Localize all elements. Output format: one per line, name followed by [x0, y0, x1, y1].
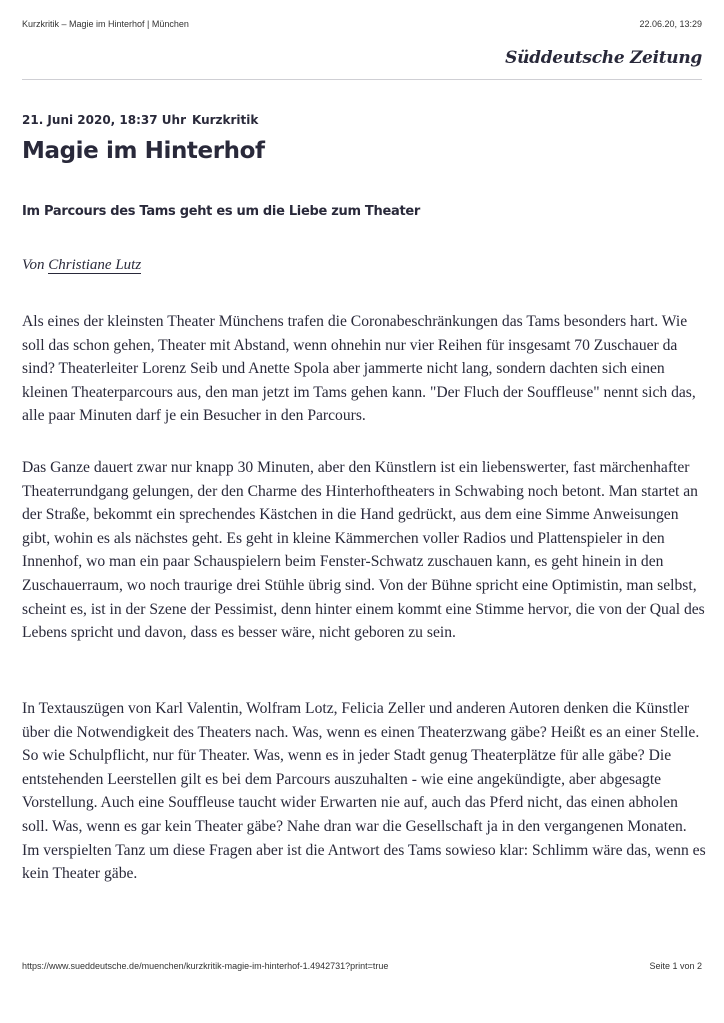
print-header	[22, 19, 702, 33]
article-date: 21. Juni 2020, 18:37 Uhr	[22, 113, 186, 127]
byline-prefix: Von	[22, 257, 45, 273]
article-paragraph: Als eines der kleinsten Theater Münchens trafen die Coronabeschränkungen das Tams besonders hart. Wie soll das schon gehen, Theater mit Abstand, wenn ohnehin nur vier Reihen für insgesamt 70 Zuschauer da sind? Theaterleiter Lorenz Seib und Anette Spola aber jammerte nicht lang, sondern dachten sich einen kleinen Theaterparcours aus, den man jetzt im Tams gehen kann. "Der Fluch der Souffleuse" nennt sich das, alle paar Minuten darf je ein Besucher in den Parcours.	[22, 313, 696, 425]
print-page-title: Kurzkritik – Magie im Hinterhof | München	[22, 19, 189, 29]
print-footer	[22, 961, 702, 975]
sz-logo: Süddeutsche Zeitung	[505, 48, 702, 68]
author-link[interactable]: Christiane Lutz	[48, 257, 142, 273]
article-paragraph: Das Ganze dauert zwar nur knapp 30 Minuten, aber den Künstlern ist ein liebenswerter, fast märchenhafter Theaterrundgang gelungen, der den Charme des Hinterhoftheaters in Schwabing noch betont. Man startet an der Straße, bekommt ein sprechendes Kästchen in die Hand gedrückt, aus dem eine Simme Anweisungen gibt, wohin es als nächstes geht. Es geht in kleine Kämmerchen voller Radios und Plattenspieler in den Innenhof, wo man ein paar Schauspielern beim Fenster-Schwatz zuschauen kann, es geht hinein in den Zuschauerraum, wo noch traurige drei Stühle übrig sind. Von der Bühne spricht eine Optimistin, man selbst, scheint es, ist in der Szene der Pessimist, denn hinter einem kommt eine Stimme hervor, die von der Qual des Lebens spricht und davon, dass es besser wäre, nicht geboren zu sein.	[22, 459, 705, 642]
print-url: https://www.sueddeutsche.de/muenchen/kurzkritik-magie-im-hinterhof-1.4942731?print=true	[22, 961, 389, 971]
article-paragraph: In Textauszügen von Karl Valentin, Wolfram Lotz, Felicia Zeller und anderen Autoren denken die Künstler über die Notwendigkeit des Theaters nach. Was, wenn es einen Theaterzwang gäbe? Heißt es an einer Stelle. So wie Schulpflicht, nur für Theater. Was, wenn es in jeder Stadt genug Theaterplätze für alle gäbe? Die entstehenden Leerstellen gilt es bei dem Parcours auszuhalten - wie eine angekündigte, aber abgesagte Vorstellung. Auch eine Souffleuse taucht wider Erwarten nie auf, auch das Pferd nicht, das einen abholen soll. Was, wenn es gar kein Theater gäbe? Nahe dran war die Gesellschaft ja in den vergangenen Monaten. Im verspielten Tanz um diese Fragen aber ist die Antwort des Tams sowieso klar: Schlimm wäre das, wenn es kein Theater gäbe.	[22, 700, 706, 883]
masthead-divider	[22, 79, 702, 80]
article-byline	[22, 257, 141, 274]
article-headline: Magie im Hinterhof	[22, 138, 265, 164]
page-indicator: Seite 1 von 2	[649, 961, 702, 971]
article-kicker: Kurzkritik	[192, 113, 259, 127]
article-meta	[22, 113, 258, 127]
print-datetime: 22.06.20, 13:29	[639, 19, 702, 29]
article-teaser: Im Parcours des Tams geht es um die Liebe zum Theater	[22, 204, 420, 219]
